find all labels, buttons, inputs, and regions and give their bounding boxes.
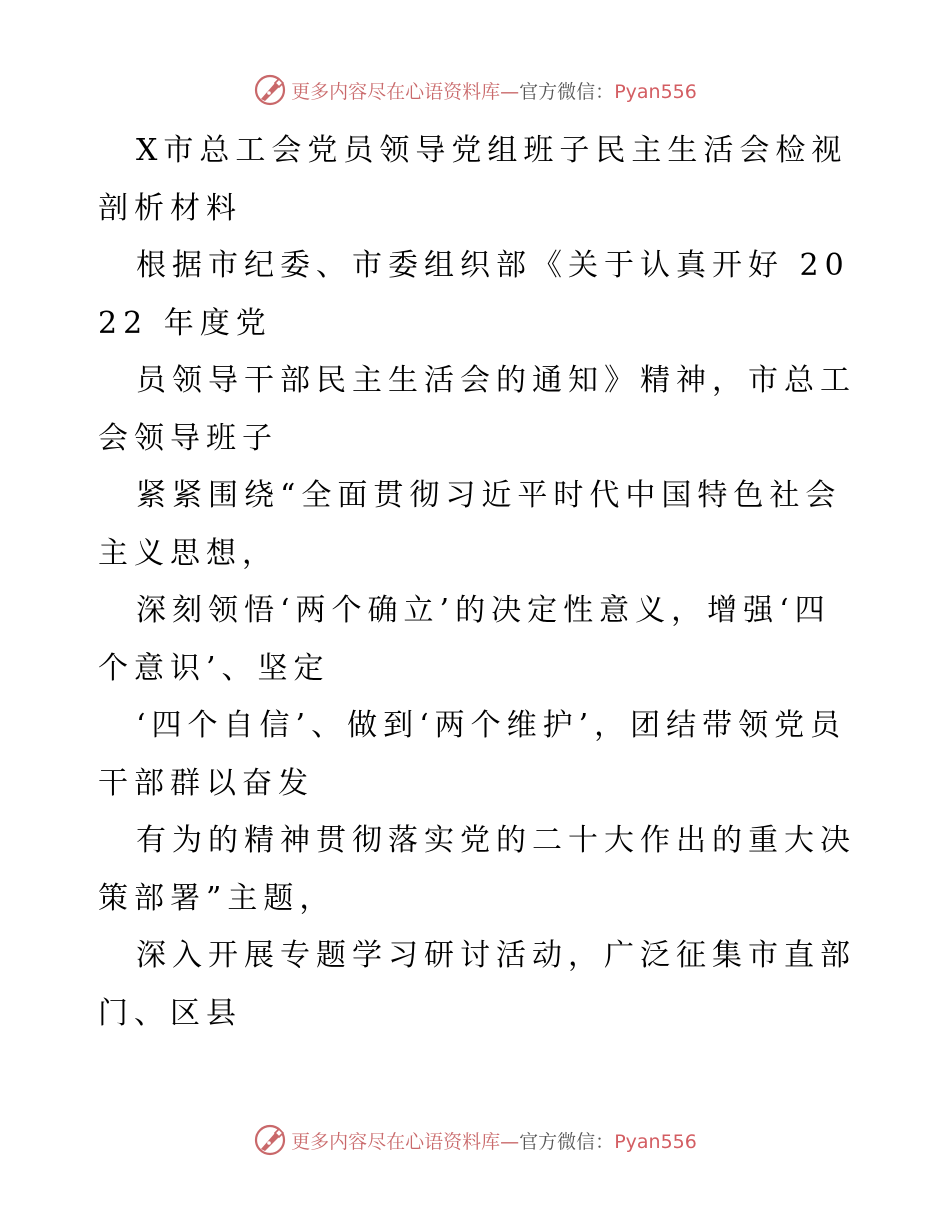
watermark-separator: — bbox=[500, 80, 520, 103]
document-title: X市总工会党员领导党组班子民主生活会检视剖析材料 bbox=[98, 133, 848, 226]
watermark-footer bbox=[0, 1122, 950, 1158]
watermark-wechat-id: Pyan556 bbox=[614, 80, 697, 103]
pen-nib-logo-icon bbox=[253, 73, 287, 107]
watermark-header bbox=[0, 72, 950, 108]
paragraph: 有为的精神贯彻落实党的二十大作出的重大决策部署”主题， bbox=[98, 823, 856, 916]
watermark-brand: 更多内容尽在心语资料库 bbox=[291, 80, 501, 103]
paragraph: 紧紧围绕“全面贯彻习近平时代中国特色社会主义思想， bbox=[98, 478, 842, 571]
watermark-separator: — bbox=[500, 1130, 520, 1153]
document-body bbox=[98, 122, 858, 1042]
pen-nib-logo-icon bbox=[253, 1123, 287, 1157]
watermark-label: 官方微信： bbox=[519, 80, 615, 103]
watermark-label: 官方微信： bbox=[519, 1130, 615, 1153]
paragraph: 深入开展专题学习研讨活动，广泛征集市直部门、区县 bbox=[98, 938, 856, 1031]
watermark-brand: 更多内容尽在心语资料库 bbox=[291, 1130, 501, 1153]
paragraph: 员领导干部民主生活会的通知》精神，市总工会领导班子 bbox=[98, 363, 856, 456]
paragraph: ‘四个自信’、做到‘两个维护’，团结带领党员干部群以奋发 bbox=[98, 708, 847, 801]
paragraph: 深刻领悟‘两个确立’的决定性意义，增强‘四个意识’、坚定 bbox=[98, 593, 831, 686]
watermark-wechat-id: Pyan556 bbox=[614, 1130, 697, 1153]
paragraph: 根据市纪委、市委组织部《关于认真开好 2022 年度党 bbox=[98, 248, 850, 341]
